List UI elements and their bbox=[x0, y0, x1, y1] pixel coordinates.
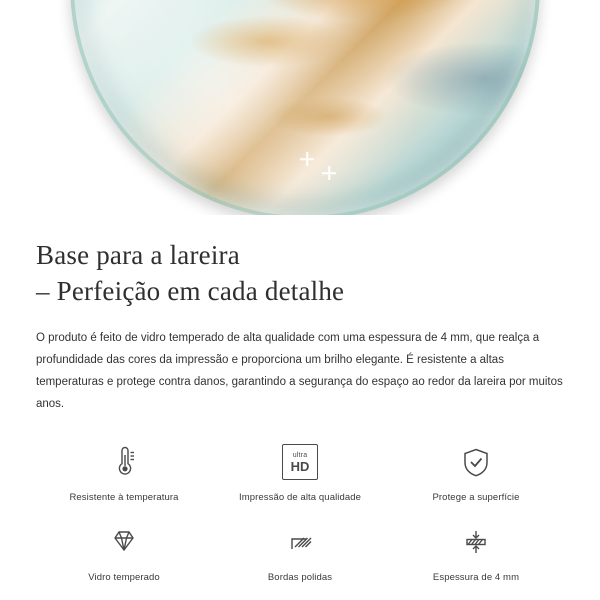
feature-item bbox=[212, 441, 388, 503]
feature-label: Protege a superfície bbox=[432, 492, 520, 503]
feature-label: Espessura de 4 mm bbox=[432, 572, 520, 583]
ultra-hd-icon bbox=[282, 441, 318, 483]
headline-line-2: – Perfeição em cada detalhe bbox=[36, 276, 345, 306]
content-area bbox=[0, 237, 600, 583]
feature-item bbox=[212, 521, 388, 583]
headline-line-1: Base para a lareira bbox=[36, 240, 240, 270]
feature-label: Vidro temperado bbox=[88, 572, 160, 583]
thermometer-icon bbox=[104, 441, 144, 483]
ultra-hd-top-text: ultra bbox=[292, 451, 308, 459]
feature-item bbox=[36, 441, 212, 503]
thickness-arrows-icon bbox=[456, 521, 496, 563]
page-title bbox=[36, 237, 564, 309]
diamond-icon bbox=[104, 521, 144, 563]
feature-label: Impressão de alta qualidade bbox=[238, 492, 362, 503]
feature-item bbox=[388, 521, 564, 583]
description-paragraph: O produto é feito de vidro temperado de alta qualidade com uma espessura de 4 mm, que realça a profundidade das cores da impressão e proporciona um brilho elegante. É resistente a altas temperaturas e protege contra danos, garantindo a segurança do espaço ao redor da lareira por muitos anos. bbox=[36, 332, 563, 410]
feature-item bbox=[36, 521, 212, 583]
shield-check-icon bbox=[456, 441, 496, 483]
feature-label: Bordas polidas bbox=[267, 572, 333, 583]
feature-grid bbox=[36, 441, 564, 583]
feature-label: Resistente à temperatura bbox=[69, 492, 179, 503]
glass-plate-image bbox=[70, 0, 540, 215]
hero-image bbox=[0, 0, 600, 215]
ultra-hd-bottom-text: HD bbox=[290, 458, 310, 474]
feature-item bbox=[388, 441, 564, 503]
polished-edges-icon bbox=[280, 521, 320, 563]
